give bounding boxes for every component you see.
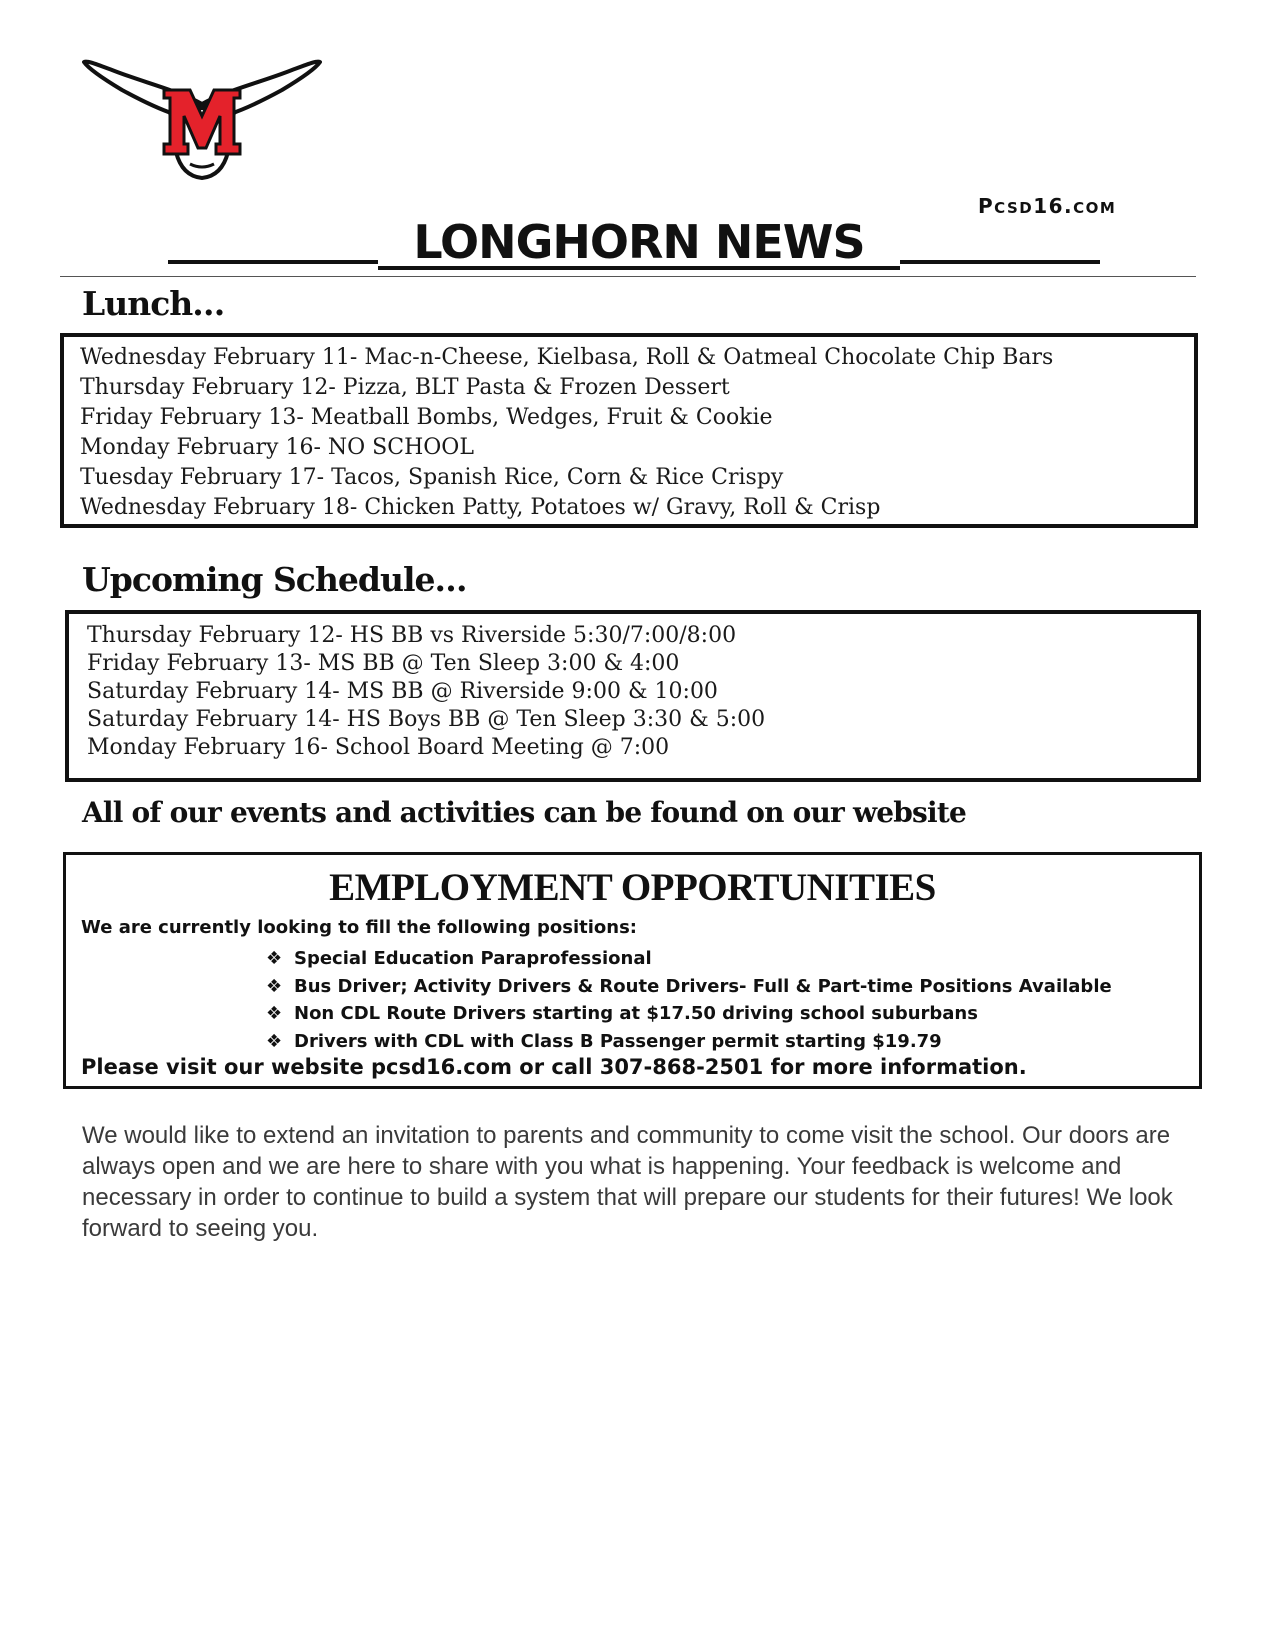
diamond-bullet-icon: ❖	[266, 1030, 283, 1052]
site-url-letters: CSD	[994, 199, 1034, 217]
schedule-box	[65, 610, 1201, 782]
position-item	[266, 1028, 1112, 1056]
title-underline-left	[168, 260, 378, 264]
lunch-item: Tuesday February 17- Tacos, Spanish Rice, Corn & Rice Crispy	[80, 465, 784, 490]
schedule-item: Saturday February 14- HS Boys BB @ Ten Sleep 3:30 & 5:00	[87, 707, 766, 732]
lunch-item: Thursday February 12- Pizza, BLT Pasta & Frozen Dessert	[80, 375, 730, 400]
lunch-item: Friday February 13- Meatball Bombs, Wedges, Fruit & Cookie	[80, 405, 773, 430]
lunch-item: Wednesday February 11- Mac-n-Cheese, Kielbasa, Roll & Oatmeal Chocolate Chip Bars	[80, 345, 1054, 370]
position-item	[266, 945, 1112, 973]
position-text: Special Education Paraprofessional	[294, 948, 652, 969]
positions-list	[266, 945, 1112, 1055]
employment-box	[63, 852, 1202, 1089]
schedule-heading: Upcoming Schedule…	[82, 560, 467, 599]
schedule-item: Thursday February 12- HS BB vs Riverside 5:30/7:00/8:00	[87, 623, 737, 648]
site-url-number: 16.	[1033, 194, 1074, 218]
longhorn-logo	[82, 52, 322, 187]
events-website-note: All of our events and activities can be found on our website	[82, 796, 966, 829]
header-divider	[60, 276, 1196, 277]
diamond-bullet-icon: ❖	[266, 975, 283, 997]
position-text: Non CDL Route Drivers starting at $17.50 driving school suburbans	[294, 1003, 978, 1024]
schedule-item: Saturday February 14- MS BB @ Riverside 9:00 & 10:00	[87, 679, 718, 704]
masthead	[168, 215, 1100, 269]
position-item	[266, 973, 1112, 1001]
lunch-item: Wednesday February 18- Chicken Patty, Potatoes w/ Gravy, Roll & Crisp	[80, 495, 881, 520]
position-text: Drivers with CDL with Class B Passenger permit starting $19.79	[294, 1030, 942, 1052]
title-underline-right	[900, 260, 1100, 264]
employment-intro: We are currently looking to fill the following positions:	[81, 917, 637, 938]
invitation-paragraph: We would like to extend an invitation to parents and community to come visit the school. Our doors are always open and we are here to share with you what is happening. Your feedback is welcome and necessary in order to continue to build a system that will prepare our students for their futures! We look forward to seeing you.	[82, 1122, 1173, 1242]
employment-title: EMPLOYMENT OPPORTUNITIES	[329, 866, 936, 909]
lunch-item: Monday February 16- NO SCHOOL	[80, 435, 474, 460]
diamond-bullet-icon: ❖	[266, 1003, 283, 1024]
position-item	[266, 1000, 1112, 1028]
lunch-menu-box	[60, 333, 1198, 528]
lunch-heading: Lunch…	[82, 284, 225, 323]
schedule-item: Monday February 16- School Board Meeting @ 7:00	[87, 735, 670, 760]
diamond-bullet-icon: ❖	[266, 948, 283, 969]
employment-contact: Please visit our website pcsd16.com or call 307-868-2501 for more information.	[81, 1055, 1027, 1079]
schedule-item: Friday February 13- MS BB @ Ten Sleep 3:00 & 4:00	[87, 651, 680, 676]
site-url-initial: P	[978, 194, 995, 218]
newsletter-title: LONGHORN NEWS	[378, 218, 900, 270]
website-url	[978, 194, 1116, 218]
site-url-tld: COM	[1073, 199, 1117, 217]
position-text: Bus Driver; Activity Drivers & Route Drivers- Full & Part-time Positions Available	[294, 975, 1112, 997]
